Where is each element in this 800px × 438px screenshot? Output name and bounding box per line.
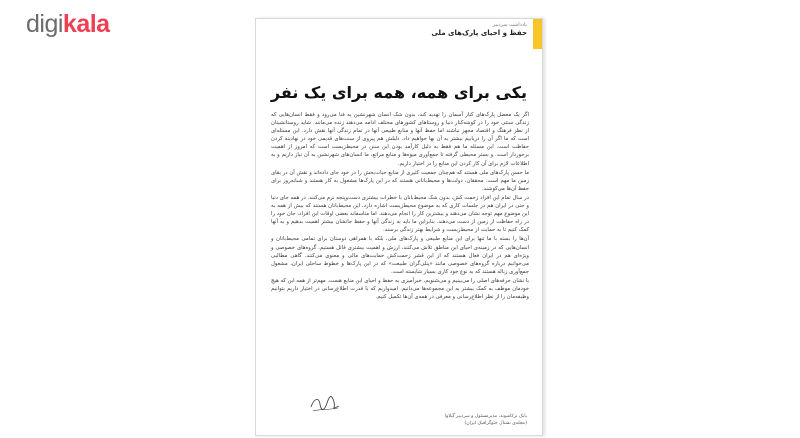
author-name-line: بابک ترکاشوند، مدیرمسئول و سردبیر گیلاوا <box>444 414 527 419</box>
section-title: حفظ و احیای پارک‌های ملی <box>431 29 527 37</box>
article-headline: یکی برای همه، همه برای یک نفر <box>270 83 527 102</box>
logo-digi-text: digi <box>26 10 63 38</box>
article-body <box>271 111 529 302</box>
author-affiliation-line: (مجله‌ی نشنال جئوگرافیک ایران) <box>464 421 527 426</box>
logo-kala-text: kala <box>62 10 110 38</box>
paragraph: با نشان حرفه‌های اصلی را می‌بینیم و می‌شنویم، خبرآمیزی به حفظ و احیای این منابع هست. مهم‌تر از همه این که هیچ خودمان موظف به کمک بیشتر به این مجموعه‌ها می‌دانیم. امیدواریم که با قدرت اطلاع‌رسانی در اختیار داریم بتوانیم وظیفه‌مان را از نظر اطلاع‌رسانی و معرفی در همه‌ی آن‌ها تکمیل کنیم. <box>271 277 529 301</box>
digikala-logo[interactable] <box>26 10 110 39</box>
paragraph: ما حسن پارک‌های ملی هستند که هم‌چنان جمعیت کثیری از منابع حیات‌بخش را در خود جای داده‌اند و نقش آن در بقای زمین ما مهم است. محققان، دولت‌ها و محیط‌بانانی هستند که در این پارک‌ها مشغول به کار هستند و شبانه‌روز برای حفظ آن‌ها می‌کوشند. <box>271 169 529 192</box>
paragraph: در سال تمام این افراد زحمت کش، بدون شک محیط‌بانان با خطرات بیشتری دست‌وپنجه نرم می‌کنند. در همه جای دنیا و حتی در ایران هم در جلسات کاری که به موضوع محیط‌زیست اشاره دارد، این محیط‌بانان هستند که بیش از همه به این موضوع مهم توجه نشان می‌دهند و بیشترین کار را انجام می‌دهند. اما متاسفانه بعضی اوقات این افراد، جان خود را در راه حفاظت از زمین از دست می‌دهند. بنابراین ما باید به زندگی آنها و حفظ جانشان بیشتر اهمیت بدهیم و به آنها کمک کنیم تا به حمایت از محیط‌زیست و شرایط بهتر زندگی برسند. <box>271 194 529 234</box>
magazine-page <box>255 18 543 436</box>
section-color-tab <box>533 19 542 49</box>
author-credit <box>327 413 527 427</box>
paragraph: اگر یک معضل پارک‌های کنار آسمان را تهدید کند، بدون شک انسان شهرنشین به فنا می‌رود و فقط انسان‌هایی که زندگی سنتی خود را در کوشه‌کنار دنیا و روستاهای کشورهای مختلف ادامه می‌دهند زنده می‌مانند. شاید روستانشینان از نظر فرهنگ و اقتصاد مجهز نباشند اما حفظ آنها و منابع طبیعی آنها در تمام زندگی آنها نقش دارد. این مسئله‌ای است که ما اگر آن را دریابیم بیشتر به آن بها خواهیم داد. دلیلش هم پیروی از سنت‌های قدیمی خود در نهادینه کردن حفاظت است. این مسئله ما هم فقط به دلیل کارآمد بودن این سنن در محیط‌زیست است که امروز از اهمیت برخوردار است. و بستر محیطی گرفته تا جمع‌آوری میوه‌ها و منابع مراتع، ما انسان‌های شهرنشین به آن نیاز داریم و به اطلاعات لازم برای آن کار کردن این منابع را در اختیار داریم. <box>271 112 529 167</box>
paragraph: آن‌ها را بسته با ما تنها برای این منابع طبیعی و پارک‌های ملی، بلکه با همراهی دوستان برای تمامی محیط‌بانان و انسان‌هایی که در زمینه‌ی احیای این مناطق تلاش می‌کنند، ارزش و اهمیت بیشتری قائل هستیم. گروه‌های خصوصی و ویژه‌ای هم در ایران فعال هستند که از این قشر زحمت‌کش حمایت‌های مالی و معنوی می‌کنند. گاهی مطالبی می‌خوانیم درباره گروه‌های خصوصی مانند «پنلی‌گران طبیعت» که در این پارک‌ها و خطوط ساحلی ایران، مشغول جمع‌آوری زباله هستند که به نوع خود کاری بسیار شایسته است. <box>271 236 529 275</box>
page-kicker: یادداشت سردبیر <box>492 22 527 28</box>
